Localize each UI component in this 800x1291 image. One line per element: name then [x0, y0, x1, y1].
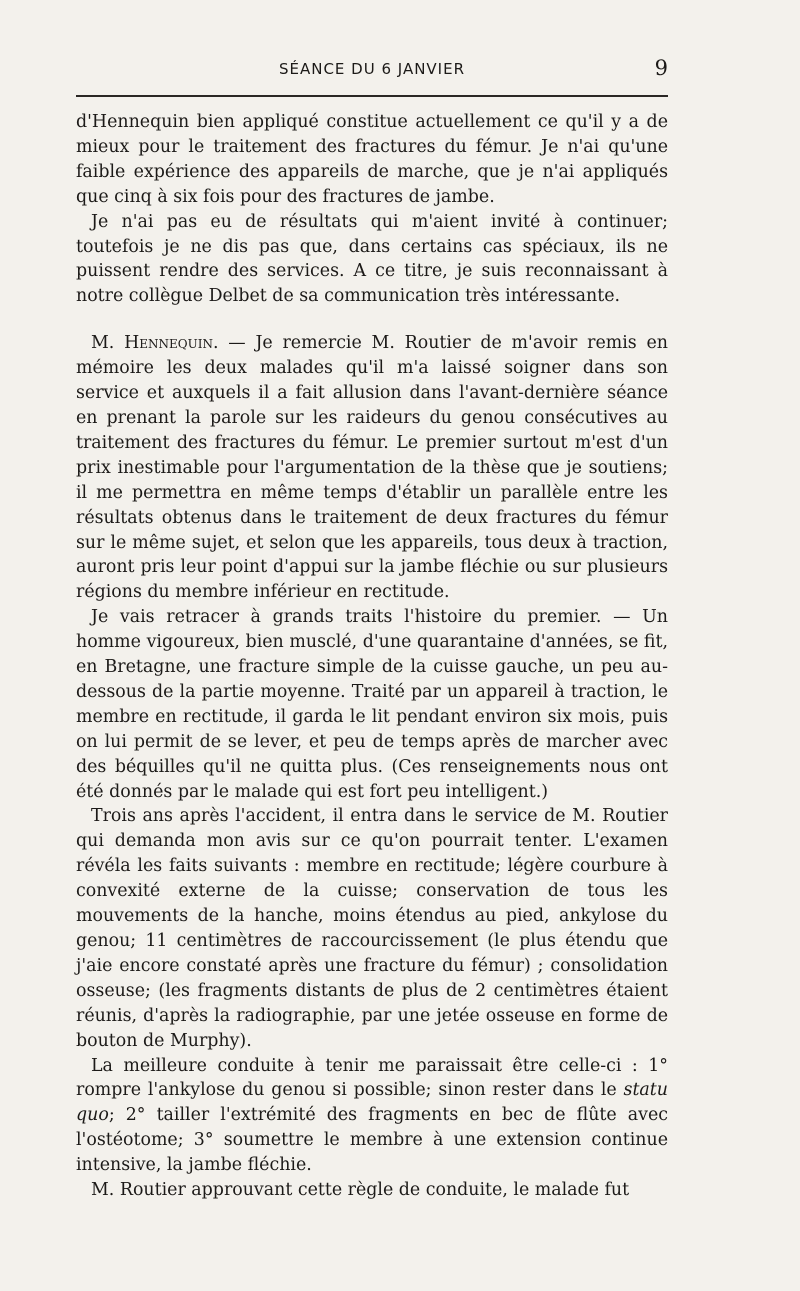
paragraph-final: M. Routier approuvant cette règle de conduite, le malade fut: [91, 1180, 630, 1201]
page-header: [76, 56, 668, 86]
speaker-name: M. Hennequin.: [91, 333, 219, 354]
paragraph-hennequin: [76, 331, 668, 605]
conduct-text-2: ; 2° tailler l'extrémité des fragments en bec de flûte avec l'ostéotome; 3° soumettre le membre à une extension continue intensive, la jambe fléchie.: [76, 1105, 668, 1176]
hennequin-text: — Je remercie M. Routier de m'avoir remis en mémoire les deux malades qu'il m'a laissé soigner dans son service et auxquels il a fait allusion dans l'avant-dernière séance en prenant la parole sur les raideurs du genou consécutives au traitement des fractures du fémur. Le premier surtout m'est d'un prix inestimable pour l'argumentation de la thèse que je soutiens; il me permettra en même temps d'établir un parallèle entre les résultats obtenus dans le traitement de deux fractures du fémur sur le même sujet, et selon que les appareils, tous deux à traction, auront pris leur point d'appui sur la jambe fléchie ou sur plusieurs régions du membre inférieur en rectitude.: [76, 333, 668, 603]
paragraph-continuation: d'Hennequin bien appliqué constitue actuellement ce qu'il y a de mieux pour le traitement des fractures du fémur. Je n'ai qu'une faible expérience des appareils de marche, que je n'ai appliqués que cinq à six fois pour des fractures de jambe.: [76, 112, 668, 207]
header-rule: [76, 95, 668, 97]
page-number: 9: [654, 56, 668, 80]
paragraph-history: Je vais retracer à grands traits l'histoire du premier. — Un homme vigoureux, bien musclé, d'une quarantaine d'années, se fit, en Bretagne, une fracture simple de la cuisse gauche, un peu au-dessous de la partie moyenne. Traité par un appareil à traction, le membre en rectitude, il garda le lit pendant environ six mois, puis on lui permit de se lever, et peu de temps après de marcher avec des béquilles qu'il ne quitta plus. (Ces renseignements nous ont été donnés par le malade qui est fort peu intelligent.): [76, 607, 668, 802]
conduct-italic: statu quo: [76, 1080, 668, 1126]
paragraph-results: Je n'ai pas eu de résultats qui m'aient invité à continuer; toutefois je ne dis pas que, dans certains cas spéciaux, ils ne puissent rendre des services. A ce titre, je suis reconnaissant à notre collègue Delbet de sa communication très intéressante.: [76, 211, 668, 307]
paragraph-conduct: [76, 1054, 668, 1179]
running-title: SÉANCE DU 6 JANVIER: [278, 60, 466, 78]
conduct-text-1: La meilleure conduite à tenir me paraissait être celle-ci : 1° rompre l'ankylose du genou si possible; sinon rester dans le: [76, 1055, 668, 1101]
paragraph-exam: Trois ans après l'accident, il entra dans le service de M. Routier qui demanda mon avis sur ce qu'on pourrait tenter. L'examen révéla les faits suivants : membre en rectitude; légère courbure à convexité externe de la cuisse; conservation de tous les mouvements de la hanche, moins étendus au pied, ankylose du genou; 11 centimètres de raccourcissement (le plus étendu que j'aie encore constaté après une fracture du fémur) ; consolidation osseuse; (les fragments distants de plus de 2 centimètres étaient réunis, d'après la radiographie, par une jetée osseuse en forme de bouton de Murphy).: [76, 806, 668, 1051]
section-gap: [76, 309, 668, 331]
body-text: [76, 110, 668, 1203]
